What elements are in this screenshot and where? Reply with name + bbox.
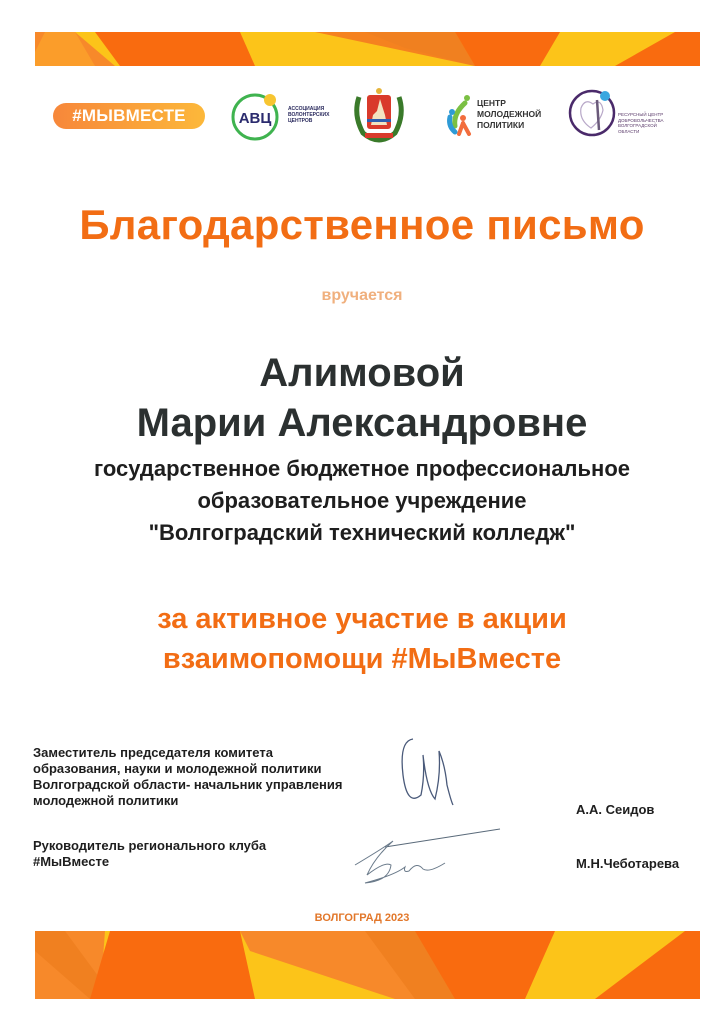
recipient-organization: государственное бюджетное профессиональное образовательное учреждение "Волгоградский технический колледж" (93, 456, 631, 545)
award-reason: за активное участие в акции взаимопомощи #МыВместе (157, 603, 567, 675)
regional-center-icon (567, 86, 619, 138)
youth-center-name: ЦЕНТР МОЛОДЕЖНОЙ ПОЛИТИКИ (477, 98, 542, 130)
bottom-decorative-band (35, 931, 700, 999)
youth-center-icon (445, 94, 477, 136)
recipient-given-names: Марии Александровне (136, 401, 588, 445)
signatory-1-name: А.А. Сеидов (576, 802, 655, 817)
certificate-title: Благодарственное письмо (79, 201, 645, 248)
presented-label: вручается (321, 287, 403, 304)
city-year: ВОЛГОГРАД 2023 (314, 912, 410, 924)
signature-1 (395, 735, 465, 815)
recipient-surname: Алимовой (259, 351, 465, 395)
top-decorative-band (35, 32, 700, 66)
signatory-2-role: Руководитель регионального клуба #МыВместе (33, 838, 267, 869)
avc-logo-icon (230, 90, 282, 142)
regional-center-name: РЕСУРСНЫЙ ЦЕНТР ДОБРОВОЛЬЧЕСТВА ВОЛГОГРАДСКОЙ ОБЛАСТИ (618, 112, 664, 134)
signatory-1-role: Заместитель председателя комитета образования, науки и молодежной политики Волгоградской области- начальник управления молодежной политики (33, 745, 343, 808)
coat-of-arms-icon (351, 85, 407, 143)
recipient-name (0, 348, 724, 448)
signatory-2-name: М.Н.Чеботарева (576, 856, 680, 871)
hashtag-badge: #МЫВМЕСТЕ (53, 103, 205, 129)
avc-abbr: АВЦ (238, 110, 272, 127)
partner-logos (40, 84, 690, 144)
signature-2 (345, 825, 505, 887)
avc-subtitle: АССОЦИАЦИЯ ВОЛОНТЕРСКИХ ЦЕНТРОВ (288, 106, 330, 124)
